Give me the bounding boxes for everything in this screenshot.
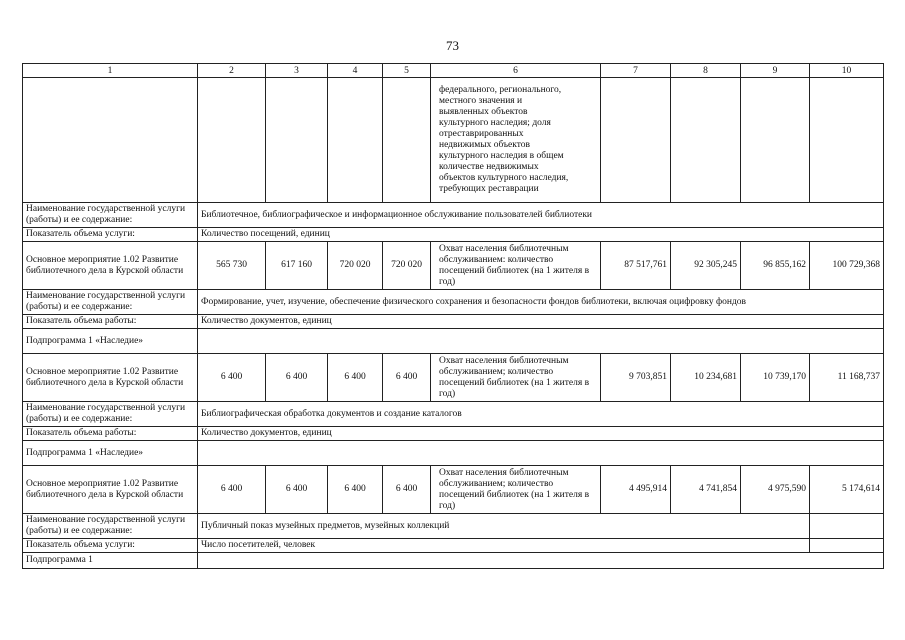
value-cell: 565 730 [198, 242, 266, 290]
header-cell: 10 [810, 64, 884, 78]
service-name-row [23, 402, 884, 427]
row-label: Показатель объема работы: [23, 427, 198, 441]
empty-cell [266, 78, 328, 203]
value-cell: 10 234,681 [671, 354, 741, 402]
empty-cell [810, 539, 884, 553]
service-name-row [23, 290, 884, 315]
empty-cell [328, 78, 383, 203]
value-cell: 9 703,851 [601, 354, 671, 402]
header-cell: 9 [741, 64, 810, 78]
value-cell: 11 168,737 [810, 354, 884, 402]
row-label: Наименование государственной услуги (работы) и ее содержание: [23, 402, 198, 427]
volume-indicator-row [23, 315, 884, 329]
empty-cell [198, 441, 884, 466]
empty-cell [741, 78, 810, 203]
indicator-text: Охват населения библиотечным обслуживанием; количество посещений библиотек (на 1 жителя в год) [431, 466, 601, 514]
activity-row [23, 242, 884, 290]
value-cell: 720 020 [383, 242, 431, 290]
value-cell: 4 975,590 [741, 466, 810, 514]
service-name-row [23, 203, 884, 228]
row-label: Наименование государственной услуги (работы) и ее содержание: [23, 514, 198, 539]
header-cell: 8 [671, 64, 741, 78]
empty-cell [198, 553, 884, 569]
activity-label: Основное мероприятие 1.02 Развитие библиотечного дела в Курской области [23, 466, 198, 514]
header-cell: 2 [198, 64, 266, 78]
value-cell: 6 400 [383, 466, 431, 514]
empty-cell [23, 78, 198, 203]
volume-indicator: Количество посещений, единиц [198, 228, 884, 242]
indicator-text: Охват населения библиотечным обслуживанием: количество посещений библиотек (на 1 жителя в год) [431, 242, 601, 290]
value-cell: 6 400 [328, 354, 383, 402]
row-label: Наименование государственной услуги (работы) и ее содержание: [23, 203, 198, 228]
service-name-row [23, 514, 884, 539]
indicator-text: федерального, регионального, местного значения и выявленных объектов культурного наследия; доля отреставрированных недвижимых объектов культурного наследия в общем количестве недвижимых объектов культурного наследия, требующих реставрации [431, 78, 601, 203]
empty-cell [810, 78, 884, 203]
header-cell: 4 [328, 64, 383, 78]
activity-row [23, 466, 884, 514]
value-cell: 4 495,914 [601, 466, 671, 514]
service-name: Библиотечное, библиографическое и информационное обслуживание пользователей библиотеки [198, 203, 884, 228]
value-cell: 6 400 [266, 354, 328, 402]
header-cell: 6 [431, 64, 601, 78]
volume-indicator-row [23, 539, 884, 553]
header-cell: 3 [266, 64, 328, 78]
volume-indicator: Количество документов, единиц [198, 315, 884, 329]
value-cell: 96 855,162 [741, 242, 810, 290]
header-row [23, 64, 884, 78]
value-cell: 4 741,854 [671, 466, 741, 514]
activity-label: Основное мероприятие 1.02 Развитие библиотечного дела в Курской области [23, 354, 198, 402]
empty-cell [198, 329, 884, 354]
subprogram-row [23, 441, 884, 466]
subprogram-label: Подпрограмма 1 «Наследие» [23, 329, 198, 354]
value-cell: 6 400 [198, 466, 266, 514]
header-cell: 7 [601, 64, 671, 78]
volume-indicator: Число посетителей, человек [198, 539, 810, 553]
empty-cell [601, 78, 671, 203]
indicator-text: Охват населения библиотечным обслуживанием; количество посещений библиотек (на 1 жителя в год) [431, 354, 601, 402]
value-cell: 5 174,614 [810, 466, 884, 514]
empty-cell [198, 78, 266, 203]
value-cell: 6 400 [328, 466, 383, 514]
empty-cell [810, 514, 884, 539]
row-label: Показатель объема услуги: [23, 228, 198, 242]
activity-label: Основное мероприятие 1.02 Развитие библиотечного дела в Курской области [23, 242, 198, 290]
row-label: Показатель объема работы: [23, 315, 198, 329]
volume-indicator-row [23, 427, 884, 441]
value-cell: 92 305,245 [671, 242, 741, 290]
volume-indicator: Количество документов, единиц [198, 427, 884, 441]
row-label: Наименование государственной услуги (работы) и ее содержание: [23, 290, 198, 315]
page-number: 73 [446, 38, 459, 53]
activity-row [23, 354, 884, 402]
empty-cell [671, 78, 741, 203]
service-name: Формирование, учет, изучение, обеспечение физического сохранения и безопасности фондов библиотеки, включая оцифровку фондов [198, 290, 884, 315]
subprogram-row [23, 329, 884, 354]
continuation-row [23, 78, 884, 203]
value-cell: 720 020 [328, 242, 383, 290]
service-name: Публичный показ музейных предметов, музейных коллекций [198, 514, 810, 539]
value-cell: 87 517,761 [601, 242, 671, 290]
value-cell: 100 729,368 [810, 242, 884, 290]
subprogram-label: Подпрограмма 1 [23, 553, 198, 569]
value-cell: 6 400 [383, 354, 431, 402]
program-table [22, 63, 884, 569]
header-cell: 5 [383, 64, 431, 78]
subprogram-row [23, 553, 884, 569]
volume-indicator-row [23, 228, 884, 242]
value-cell: 10 739,170 [741, 354, 810, 402]
subprogram-label: Подпрограмма 1 «Наследие» [23, 441, 198, 466]
empty-cell [383, 78, 431, 203]
header-cell: 1 [23, 64, 198, 78]
value-cell: 6 400 [266, 466, 328, 514]
value-cell: 617 160 [266, 242, 328, 290]
value-cell: 6 400 [198, 354, 266, 402]
service-name: Библиографическая обработка документов и создание каталогов [198, 402, 884, 427]
row-label: Показатель объема услуги: [23, 539, 198, 553]
